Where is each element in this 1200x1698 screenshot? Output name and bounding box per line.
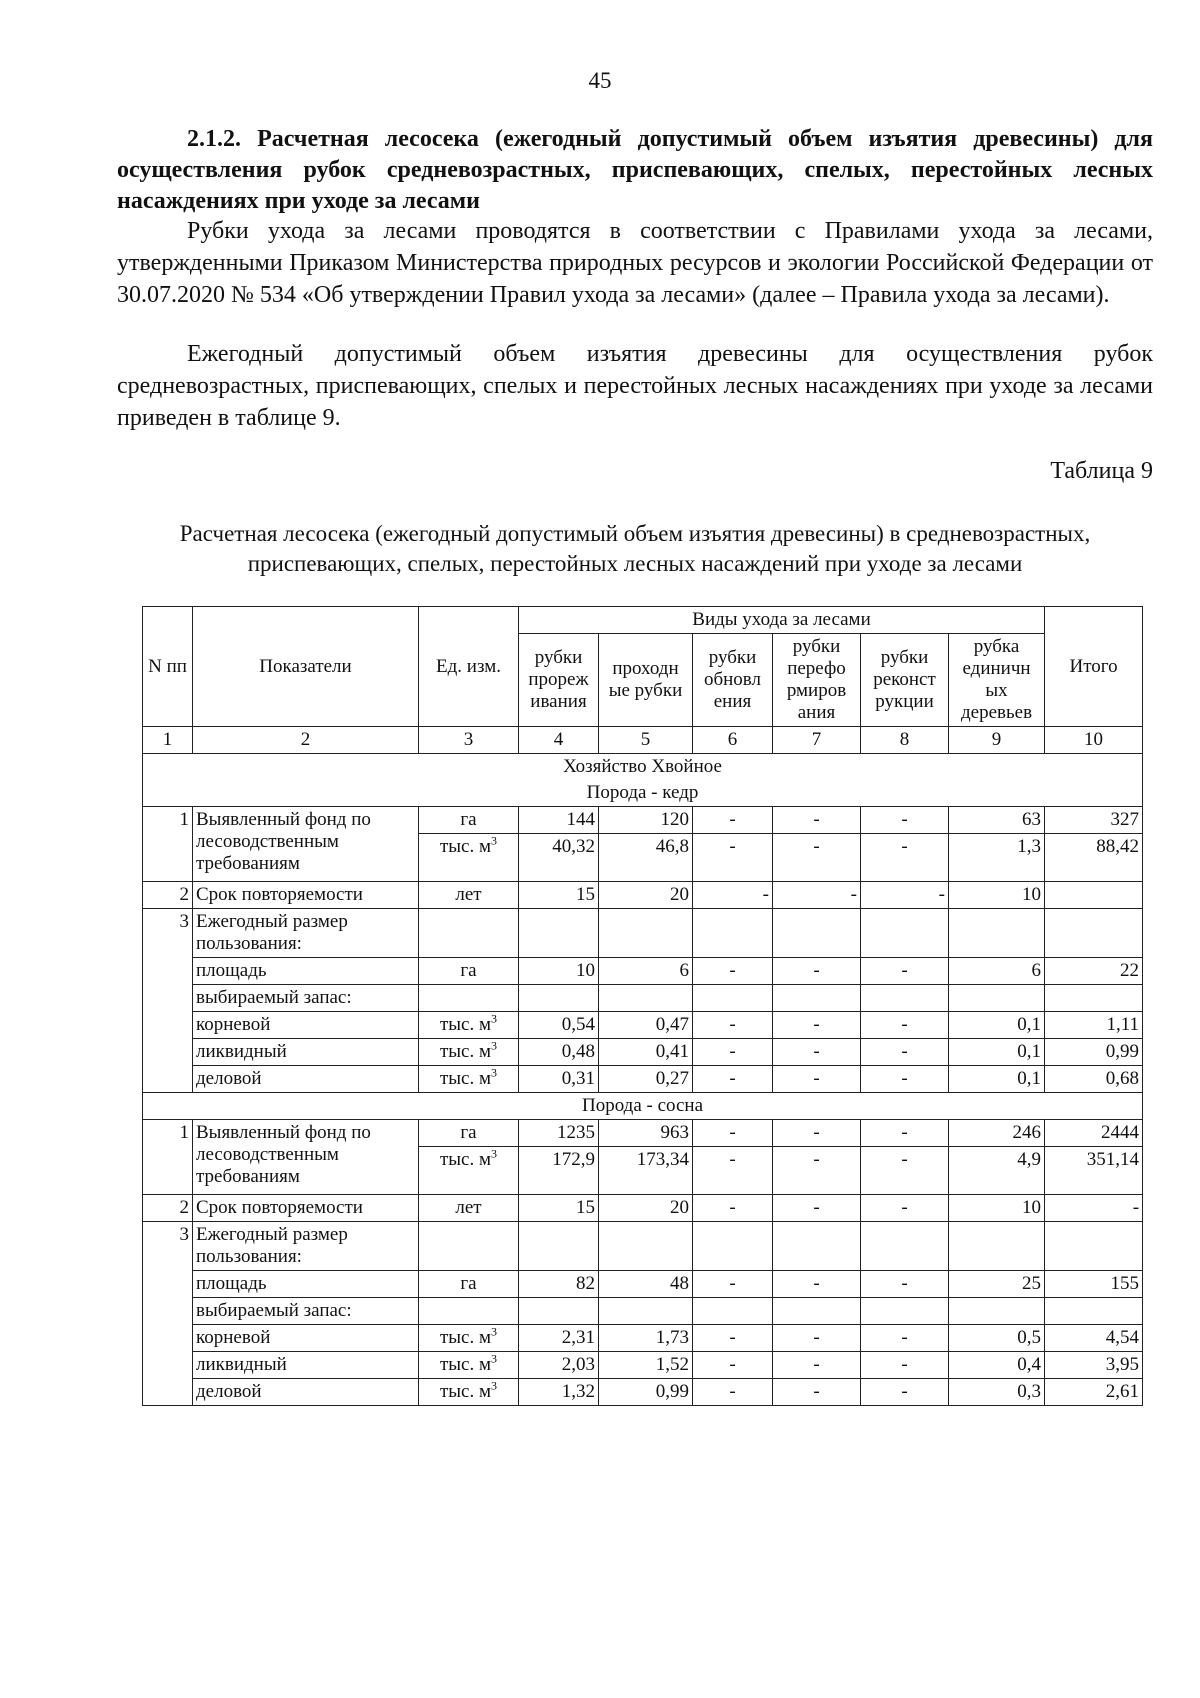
col-num: 8 [861,727,949,754]
table-row [143,985,1143,1012]
col-num: 9 [949,727,1045,754]
value-cell [1045,882,1143,909]
unit-cell: лет [419,882,519,909]
value-cell: 10 [949,882,1045,909]
value-cell: - [861,1012,949,1039]
header-indicators: Показатели [193,607,419,727]
row-label: ликвидный [193,1352,419,1379]
header-row-1 [143,607,1143,634]
value-cell: - [773,958,861,985]
unit-cell: тыс. $м^3$ [419,1039,519,1066]
value-cell: 46,8 [599,834,693,882]
value-cell: 963 [599,1120,693,1147]
table-row [143,1298,1143,1325]
value-cell: 1,52 [599,1352,693,1379]
table-row [143,1039,1143,1066]
value-cell: 2,03 [519,1352,599,1379]
value-cell: - [773,834,861,882]
value-cell: 327 [1045,807,1143,834]
header-col-5: проходн ые рубки [599,634,693,727]
value-cell: 10 [519,958,599,985]
value-cell: 0,1 [949,1066,1045,1093]
value-cell: - [861,1039,949,1066]
value-cell: 2,31 [519,1325,599,1352]
value-cell: - [773,1147,861,1195]
table-row [143,958,1143,985]
value-cell: 0,68 [1045,1066,1143,1093]
farm-row [143,754,1143,781]
row-label: Ежегодный размер пользования: [193,909,419,958]
col-num: 5 [599,727,693,754]
unit-cell: тыс. $м^3$ [419,834,519,882]
column-numbers-row [143,727,1143,754]
unit-cell: тыс. $м^3$ [419,1147,519,1195]
row-label: ликвидный [193,1039,419,1066]
col-num: 1 [143,727,193,754]
unit-cell: тыс. $м^3$ [419,1012,519,1039]
species-row-sosna [143,1093,1143,1120]
value-cell: 2,61 [1045,1379,1143,1406]
value-cell: 63 [949,807,1045,834]
value-cell: - [861,1147,949,1195]
unit-cell: га [419,1120,519,1147]
value-cell: 351,14 [1045,1147,1143,1195]
value-cell: 82 [519,1271,599,1298]
unit-cell: тыс. $м^3$ [419,1066,519,1093]
row-number: 1 [143,1120,193,1195]
row-number: 2 [143,1195,193,1222]
header-unit: Ед. изм. [419,607,519,727]
header-col-4: рубки прореж ивания [519,634,599,727]
value-cell: - [861,958,949,985]
value-cell: - [861,1195,949,1222]
value-cell: - [861,882,949,909]
value-cell: - [773,1379,861,1406]
col-num: 3 [419,727,519,754]
table-title: Расчетная лесосека (ежегодный допустимый объем изъятия древесины) в средневозрастных, приспевающих, спелых, перестойных лесных насаждений при уходе за лесами [179,521,1091,576]
table-row [143,1352,1143,1379]
value-cell: 1,73 [599,1325,693,1352]
value-cell: 0,4 [949,1352,1045,1379]
value-cell: 4,9 [949,1147,1045,1195]
table-row [143,1271,1143,1298]
header-col-8: рубки реконст рукции [861,634,949,727]
value-cell: 20 [599,1195,693,1222]
value-cell: 10 [949,1195,1045,1222]
section-heading: 2.1.2. Расчетная лесосека (ежегодный допустимый объем изъятия древесины) для осуществления рубок средневозрастных, приспевающих, спелых, перестойных лесных насаждениях при уходе за лесами [117,126,1153,214]
header-care-types: Виды ухода за лесами [519,607,1045,634]
unit-cell: га [419,958,519,985]
row-label: деловой [193,1066,419,1093]
value-cell: 173,34 [599,1147,693,1195]
value-cell: - [693,834,773,882]
row-label: выбираемый запас: [193,985,419,1012]
value-cell: 0,47 [599,1012,693,1039]
value-cell: - [861,1120,949,1147]
table-row [143,1195,1143,1222]
value-cell: - [773,1352,861,1379]
table-label: Таблица 9 [1050,458,1153,484]
row-label: площадь [193,1271,419,1298]
value-cell: 3,95 [1045,1352,1143,1379]
row-label: Выявленный фонд по лесоводственным требованиям [193,1120,419,1195]
row-number: 2 [143,882,193,909]
header-col-9: рубка единичн ых деревьев [949,634,1045,727]
value-cell: 1235 [519,1120,599,1147]
value-cell: 0,27 [599,1066,693,1093]
value-cell: - [773,1195,861,1222]
table-row [143,1325,1143,1352]
value-cell: - [693,1039,773,1066]
row-label: площадь [193,958,419,985]
value-cell: 1,32 [519,1379,599,1406]
value-cell: 0,41 [599,1039,693,1066]
value-cell: - [693,1012,773,1039]
value-cell: - [861,1379,949,1406]
value-cell: - [693,1325,773,1352]
unit-cell: тыс. $м^3$ [419,1325,519,1352]
value-cell: - [861,1066,949,1093]
value-cell: 0,5 [949,1325,1045,1352]
value-cell: 48 [599,1271,693,1298]
value-cell: 155 [1045,1271,1143,1298]
value-cell: - [693,807,773,834]
value-cell: - [861,1271,949,1298]
value-cell: 88,42 [1045,834,1143,882]
value-cell: - [693,1147,773,1195]
table-row [143,882,1143,909]
row-label: выбираемый запас: [193,1298,419,1325]
species-title-sosna: Порода - сосна [143,1093,1143,1120]
value-cell: - [773,1012,861,1039]
value-cell: 0,54 [519,1012,599,1039]
row-number: 3 [143,1222,193,1271]
value-cell: - [693,1066,773,1093]
value-cell: - [861,834,949,882]
row-label: Выявленный фонд по лесоводственным требованиям [193,807,419,882]
row-label: корневой [193,1325,419,1352]
col-num: 6 [693,727,773,754]
value-cell: - [861,1325,949,1352]
paragraph-1: Рубки ухода за лесами проводятся в соответствии с Правилами ухода за лесами, утвержденными Приказом Министерства природных ресурсов и экологии Российской Федерации от 30.07.2020 № 534 «Об утверждении Правил ухода за лесами» (далее – Правила ухода за лесами). [117,218,1153,308]
header-n: N пп [143,607,193,727]
value-cell: 6 [949,958,1045,985]
table-row [143,909,1143,958]
value-cell: 1,3 [949,834,1045,882]
farm-title: Хозяйство Хвойное [143,754,1143,781]
value-cell: - [861,1352,949,1379]
col-num: 10 [1045,727,1143,754]
value-cell: - [693,1271,773,1298]
value-cell: - [773,1271,861,1298]
value-cell: - [693,958,773,985]
value-cell: - [861,807,949,834]
unit-cell: га [419,1271,519,1298]
value-cell: 0,1 [949,1039,1045,1066]
value-cell: 25 [949,1271,1045,1298]
value-cell: - [773,1066,861,1093]
value-cell: - [773,1039,861,1066]
species-title-kedr: Порода - кедр [143,780,1143,807]
row-number: 1 [143,807,193,882]
row-label: Срок повторяемости [193,1195,419,1222]
table-row [143,1012,1143,1039]
value-cell: 6 [599,958,693,985]
col-num: 2 [193,727,419,754]
row-label: деловой [193,1379,419,1406]
value-cell: 120 [599,807,693,834]
value-cell: 20 [599,882,693,909]
value-cell: 2444 [1045,1120,1143,1147]
row-label: корневой [193,1012,419,1039]
header-col-6: рубки обновл ения [693,634,773,727]
value-cell: 246 [949,1120,1045,1147]
value-cell: - [693,1120,773,1147]
unit-cell: тыс. $м^3$ [419,1352,519,1379]
value-cell: 0,99 [599,1379,693,1406]
page-number: 45 [588,68,612,93]
value-cell: - [693,1352,773,1379]
value-cell: - [773,807,861,834]
value-cell: 172,9 [519,1147,599,1195]
unit-cell: тыс. $м^3$ [419,1379,519,1406]
unit-cell: га [419,807,519,834]
value-cell: 4,54 [1045,1325,1143,1352]
header-col-7: рубки перефо рмиров ания [773,634,861,727]
value-cell: 22 [1045,958,1143,985]
table-row [143,807,1143,834]
value-cell: - [773,1120,861,1147]
value-cell: 0,48 [519,1039,599,1066]
table-row [143,1222,1143,1271]
value-cell: 0,1 [949,1012,1045,1039]
value-cell: 15 [519,1195,599,1222]
forest-care-table [142,606,1143,1406]
value-cell: 15 [519,882,599,909]
value-cell: - [1045,1195,1143,1222]
value-cell: 40,32 [519,834,599,882]
paragraph-2: Ежегодный допустимый объем изъятия древесины для осуществления рубок средневозрастных, приспевающих, спелых и перестойных лесных насаждениях при уходе за лесами приведен в таблице 9. [117,341,1153,431]
row-label: Срок повторяемости [193,882,419,909]
species-row-kedr [143,780,1143,807]
value-cell: 0,3 [949,1379,1045,1406]
value-cell: - [693,1195,773,1222]
col-num: 4 [519,727,599,754]
row-label: Ежегодный размер пользования: [193,1222,419,1271]
table-row [143,1379,1143,1406]
value-cell: 0,99 [1045,1039,1143,1066]
table-row [143,1066,1143,1093]
value-cell: 0,31 [519,1066,599,1093]
table-row [143,1120,1143,1147]
value-cell: - [693,882,773,909]
value-cell: - [773,1325,861,1352]
row-number: 3 [143,909,193,958]
value-cell: 144 [519,807,599,834]
header-total: Итого [1045,607,1143,727]
value-cell: - [693,1379,773,1406]
value-cell: 1,11 [1045,1012,1143,1039]
unit-cell: лет [419,1195,519,1222]
col-num: 7 [773,727,861,754]
value-cell: - [773,882,861,909]
